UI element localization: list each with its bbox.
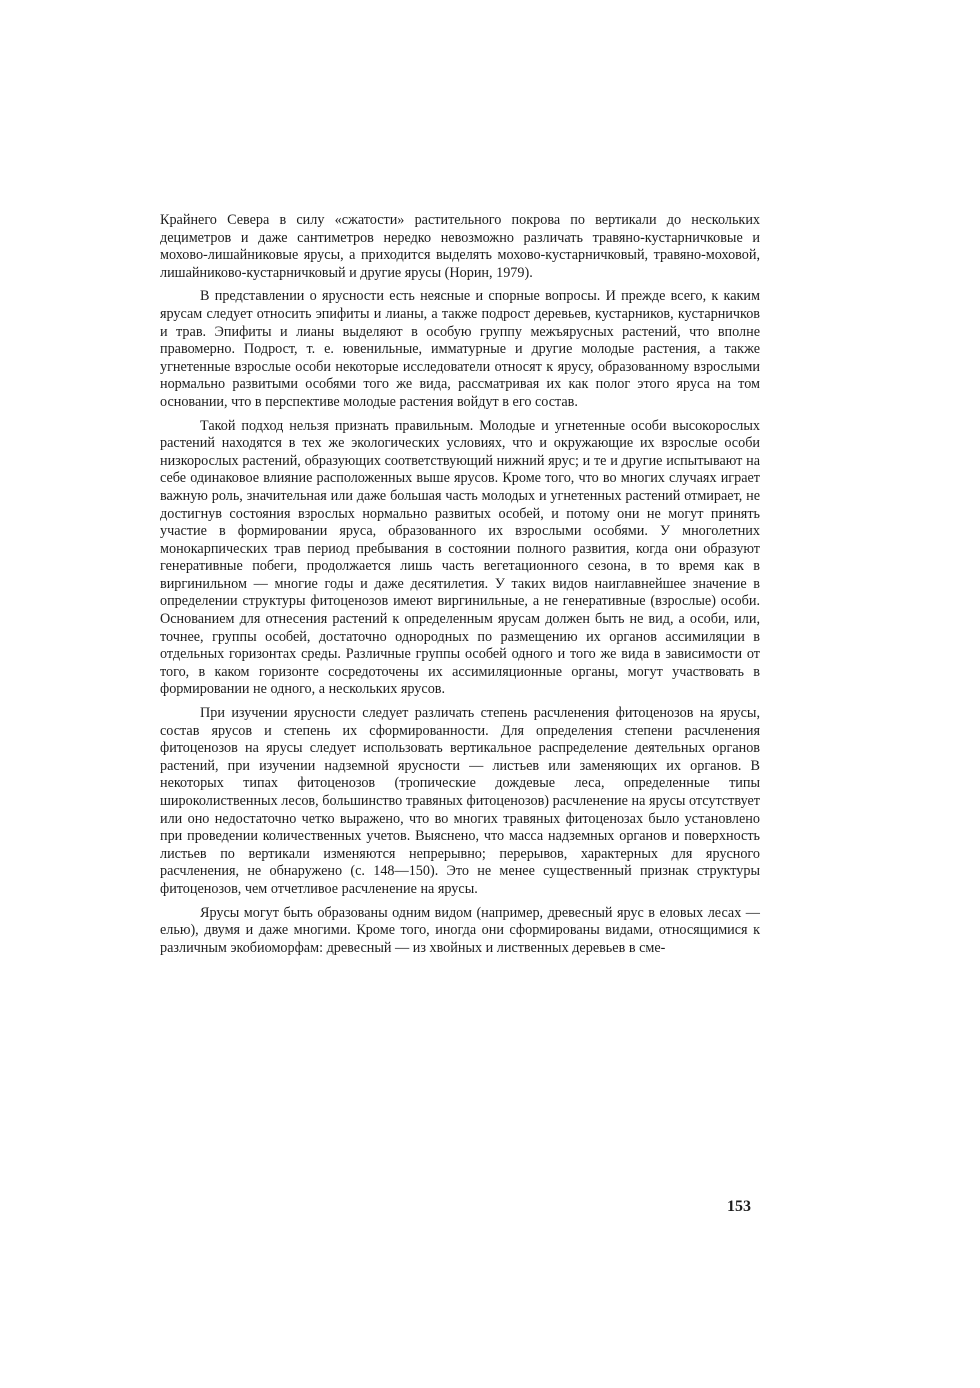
paragraph-continuation: Крайнего Севера в силу «сжатости» растительного покрова по вертикали до нескольких дециметров и даже сантиметров нередко невозможно различать травяно-кустарничковые и мохово-лишайниковые ярусы, а приходится выделять мохово-кустарничковый, травяно-моховой, лишайниково-кустарничковый и другие ярусы (Норин, 1979). <box>160 212 760 281</box>
paragraph-layering-questions: В представлении о ярусности есть неясные и спорные вопросы. И прежде всего, к каким ярусам следует относить эпифиты и лианы, а также подрост деревьев, кустарников, кустарничков и трав. Эпифиты и лианы выделяют в особую группу межъярусных растений, что вполне правомерно. Подрост, т. е. ювенильные, имматурные и другие молодые растения, а также угнетенные взрослые особи некоторые исследователи относят к ярусу, образованному взрослыми нормально развитыми особями того же вида, рассматривая их как полог этого яруса на том основании, что в перспективе молодые растения войдут в его состав. <box>160 288 760 410</box>
page-number: 153 <box>727 1198 751 1215</box>
paragraph-layer-species: Ярусы могут быть образованы одним видом (например, древесный ярус в еловых лесах — елью), двумя и даже многими. Кроме того, иногда они сформированы видами, относящимися к различным экобиоморфам: древесный — из хвойных и лиственных деревьев в сме- <box>160 904 760 956</box>
paragraph-layering-study: При изучении ярусности следует различать степень расчленения фитоценозов на ярусы, состав ярусов и степень их сформированности. Для определения степени расчленения фитоценозов на ярусы следует использовать вертикальное распределение деятельных органов растений, при изучении надземной ярусности — листьев или заменяющих их органов. В некоторых типах фитоценозов (тропические дождевые леса, определенные типы широколиственных лесов, большинство травяных фитоценозов) расчленение на ярусы отсутствует или оно недостаточно четко выражено, что во многих травяных фитоценозах было установлено при проведении количественных учетов. Выяснено, что масса надземных органов и поверхность листьев по вертикали изменяются непрерывно; перерывов, характерных для ярусного расчленения, не обнаружено (с. 148—150). Это не менее существенный признак структуры фитоценозов, чем отчетливое расчленение на ярусы. <box>160 705 760 897</box>
paragraph-approach-critique: Такой подход нельзя признать правильным. Молодые и угнетенные особи высокорослых растений находятся в тех же экологических условиях, что и окружающие их взрослые особи низкорослых растений, образующих соответствующий нижний ярус; и те и другие испытывают на себе одинаковое влияние расположенных выше ярусов. Кроме того, что во многих случаях играет важную роль, значительная или даже большая часть молодых и угнетенных растений отмирает, не достигнув состояния взрослых нормально развитых особей, и потому они не могут принять участие в формировании яруса, образованного их взрослыми особями. У многолетних монокарпических трав период пребывания в состоянии полного развития, когда они образуют генеративные побеги, продолжается лишь часть вегетационного сезона, в то время как в виргинильном — многие годы и даже десятилетия. У таких видов наиглавнейшее значение в определении структуры фитоценозов имеют виргинильные, а не генеративные (взрослые) особи. Основанием для отнесения растений к определенным ярусам должен быть не вид, а особи, или, точнее, группы особей, достаточно однородных по размещению их органов ассимиляции в отдельных горизонтах среды. Различные группы особей одного и того же вида в зависимости от того, в каком горизонте сосредоточены их ассимиляционные органы, могут участвовать в формировании не одного, а нескольких ярусов. <box>160 417 760 698</box>
page-body <box>160 212 760 963</box>
